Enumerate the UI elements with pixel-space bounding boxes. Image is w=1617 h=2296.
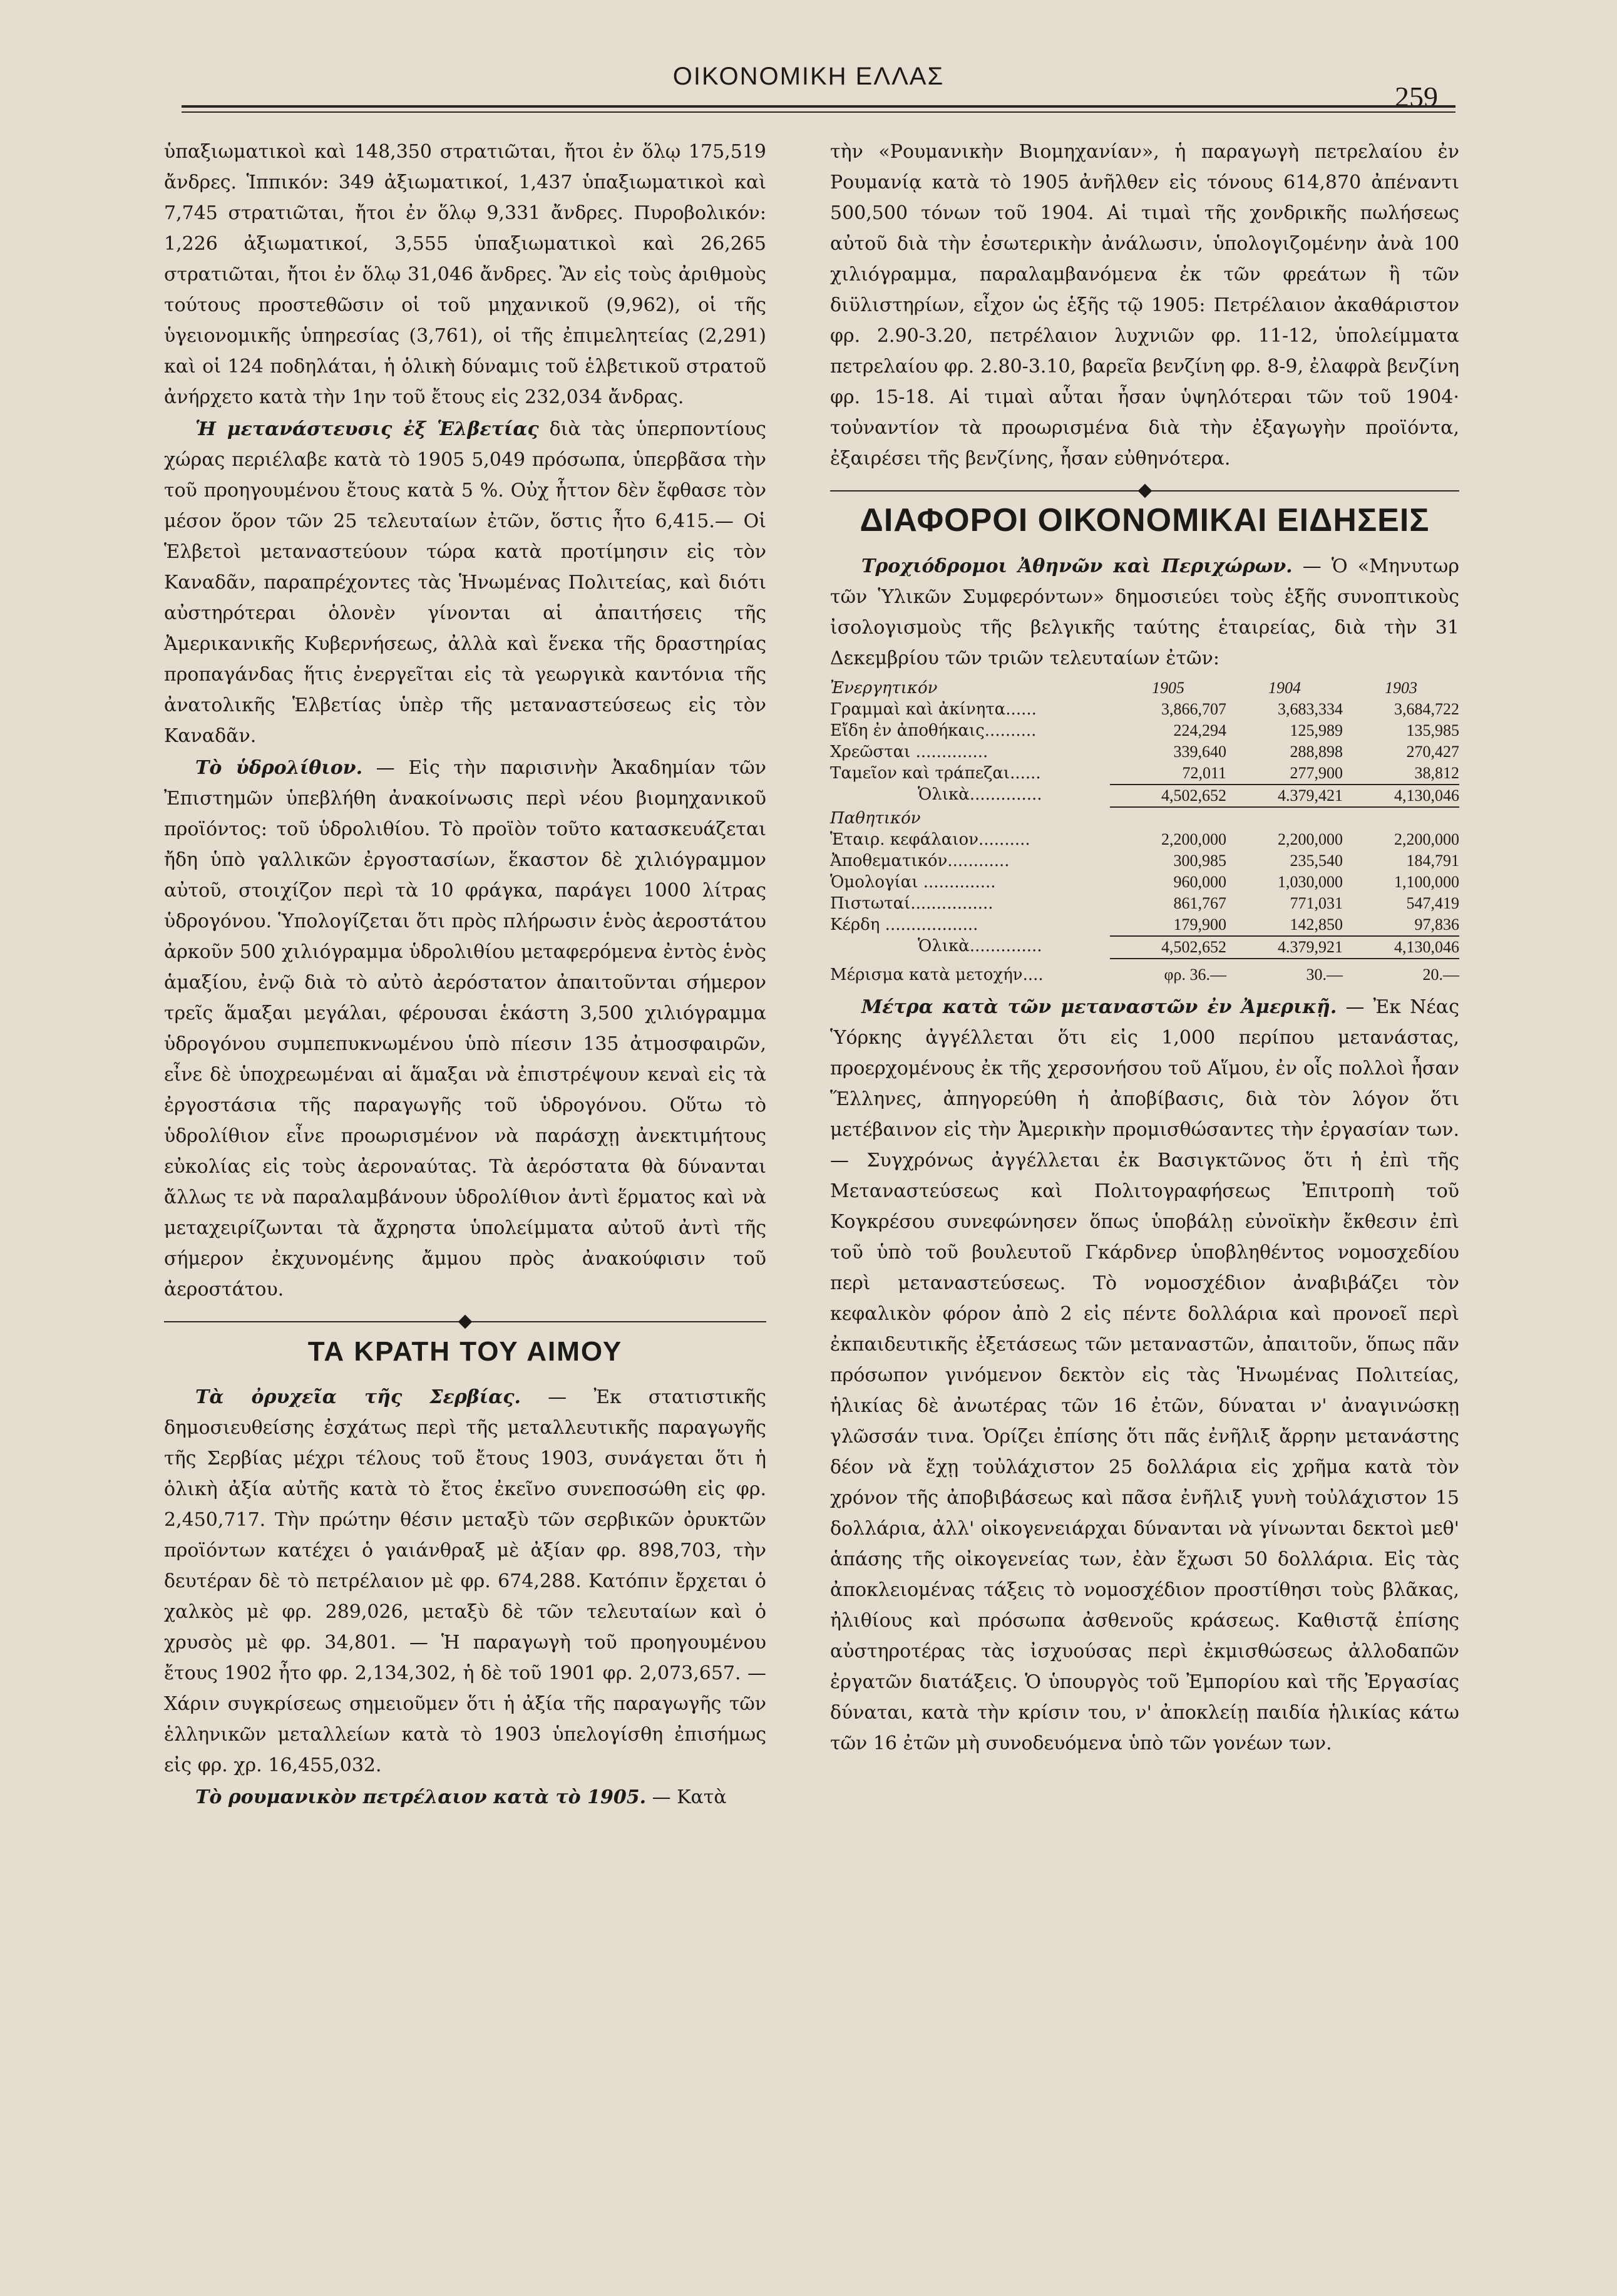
table-row	[830, 741, 1459, 763]
table-row	[830, 893, 1459, 914]
cell-value: 3,683,334	[1278, 700, 1343, 718]
cell-value: 861,767	[1173, 894, 1226, 912]
cell-value: 300,985	[1173, 852, 1226, 870]
paragraph-lead: Τὸ ὑδρολίθιον.	[195, 757, 363, 779]
ornament-diamond	[458, 1315, 473, 1329]
year-header: 1903	[1385, 679, 1417, 697]
paragraph-text: τὴν «Ρουμανικὴν Βιομηχανίαν», ἡ παραγωγὴ πετρελαίου ἐν Ρουμανίᾳ κατὰ τὸ 1905 ἀνῆλθεν εἰς τόνους 614,870 ἀπέναντι 500,500 τόνων τοῦ 1904. Αἱ τιμαὶ τῆς χονδρικῆς πωλήσεως αὐτοῦ διὰ τὴν ἐσωτερικὴν ἀνάλωσιν, ὑπολογιζομένην ἀνὰ 100 χιλιόγραμμα, παραλαμβανόμενα ἐκ τῶν φρεάτων ἢ τῶν διϋλιστηρίων, εἶχον ὡς ἑξῆς τῷ 1905: Πετρέλαιον ἀκαθάριστον φρ. 2.90-3.20, πετρέλαιον λυχνιῶν φρ. 11-12, ὑπολείμματα πετρελαίου φρ. 2.80-3.10, βαρεῖα βενζίνη φρ. 8-9, ἐλαφρὰ βενζίνη φρ. 15-18. Αἱ τιμαὶ αὗται ἦσαν ὑψηλότεραι τῶν τοῦ 1904· τοὐναντίον τὰ προωρισμένα διὰ τὴν ἐξαγωγὴν προϊόντα, ἐξαιρέσει τῆς βενζίνης, ἦσαν εὐθηνότερα.	[830, 141, 1459, 470]
cell-value: 2,200,000	[1161, 830, 1226, 848]
paragraph-text: — Ἐκ στατιστικῆς δημοσιευθείσης ἐσχάτως περὶ τῆς μεταλλευτικῆς παραγωγῆς τῆς Σερβίας μέχρι τέλους τοῦ ἔτους 1903, συνάγεται ὅτι ἡ ὁλικὴ ἀξία αὐτῆς κατὰ τὸ ἔτος ἐκεῖνο συνεποσώθη εἰς φρ. 2,450,717. Τὴν πρώτην θέσιν μεταξὺ τῶν σερβικῶν ὀρυκτῶν προϊόντων κατέχει ὁ γαιάνθραξ μὲ ἀξίαν φρ. 898,703, τὴν δευτέραν δὲ τὸ πετρέλαιον μὲ φρ. 674,288. Κατόπιν ἔρχεται ὁ χαλκὸς μὲ φρ. 289,026, μεταξὺ δὲ τῶν τελευταίων καὶ ὁ χρυσὸς μὲ φρ. 34,801. — Ἡ παραγωγὴ τοῦ προηγουμένου ἔτους 1902 ἦτο φρ. 2,134,302, ἡ δὲ τοῦ 1901 φρ. 2,073,657. — Χάριν συγκρίσεως σημειοῦμεν ὅτι ἡ ἀξία τῆς παραγωγῆς τῶν ἑλληνικῶν μεταλλείων κατὰ τὸ 1903 ὑπελογίσθη ἐπισήμως εἰς φρ. χρ. 16,455,032.	[164, 1386, 766, 1776]
cell-value: 1,100,000	[1394, 873, 1459, 891]
assets-title: Ἐνεργητικόν	[830, 679, 938, 698]
right-column	[830, 136, 1459, 1760]
dividend-row	[830, 964, 1459, 986]
row-label: Ταμεῖον καὶ τράπεζαι......	[830, 764, 1041, 783]
balance-sheet	[830, 677, 1459, 986]
paragraph-text: διὰ τὰς ὑπερποντίους χώρας περιέλαβε κατὰ τὸ 1905 5,049 πρόσωπα, ὑπερβᾶσα τὴν τοῦ προηγουμένου ἔτους κατὰ 5 %. Οὐχ ἧττον δὲν ἔφθασε τὸν μέσον ὅρον τῶν 25 τελευταίων ἐτῶν, ὅστις ἦτο 6,415.— Οἱ Ἑλβετοὶ μεταναστεύουν τώρα κατὰ προτίμησιν εἰς τὸν Καναδᾶν, παραπρέχοντες τὰς Ἡνωμένας Πολιτείας, καὶ διότι αὐστηρότεραι ὁλονὲν γίνονται αἱ ἀπαιτήσεις τῆς Ἀμερικανικῆς Κυβερνήσεως, ἀλλὰ καὶ ἕνεκα τῆς δραστηρίας προπαγάνδας ἥτις ἐνεργεῖται εἰς τὰ γεωργικὰ καντόνια τῆς ἀνατολικῆς Ἑλβετίας ὑπὲρ τῆς μεταναστεύσεως εἰς τὸν Καναδᾶν.	[164, 418, 766, 747]
table-row	[830, 699, 1459, 720]
left-column	[164, 136, 766, 1814]
row-label: Ὁλικὰ..............	[918, 937, 1042, 955]
cell-value: 142,850	[1290, 915, 1343, 934]
cell-value: 20.—	[1422, 965, 1459, 984]
year-header: 1904	[1268, 679, 1301, 697]
paragraph-text: — Ὁ «Μηνυτωρ τῶν Ὑλικῶν Συμφερόντων» δημοσιεύει τοὺς ἑξῆς συνοπτικοὺς ἰσολογισμοὺς τῆς βελγικῆς ταύτης ἑταιρείας, διὰ τὴν 31 Δεκεμβρίου τῶν τριῶν τελευταίων ἐτῶν:	[830, 555, 1459, 669]
row-label: Ὁμολογίαι ..............	[830, 873, 996, 892]
cell-value: 38,812	[1414, 764, 1459, 782]
cell-value: 72,011	[1182, 764, 1226, 782]
cell-value: 1,030,000	[1278, 873, 1343, 891]
paragraph-lead: Τροχιόδρομοι Ἀθηνῶν καὶ Περιχώρων.	[861, 555, 1293, 577]
row-label: Ὁλικὰ..............	[918, 785, 1042, 804]
cell-value: 30.—	[1306, 965, 1343, 984]
liabilities-title: Παθητικόν	[830, 809, 921, 828]
year-header: 1905	[1152, 679, 1184, 697]
total-row	[830, 935, 1459, 959]
page-number: 259	[1395, 81, 1438, 113]
section-title-text: ΔΙΑΦΟΡΟΙ ΟΙΚΟΝΟΜΙΚΑΙ ΕΙΔΗΣΕΙΣ	[860, 502, 1430, 538]
table-row	[830, 872, 1459, 893]
cell-value: φρ. 36.—	[1164, 965, 1226, 984]
cell-value: 771,031	[1290, 894, 1343, 912]
cell-value: 3,866,707	[1161, 700, 1226, 718]
cell-value: 4.379,421	[1226, 784, 1343, 808]
cell-value: 960,000	[1173, 873, 1226, 891]
paragraph-lead: Τὰ ὀρυχεῖα τῆς Σερβίας.	[195, 1386, 521, 1408]
paragraph	[830, 992, 1459, 1759]
paragraph-lead: Τὸ ρουμανικὸν πετρέλαιον κατὰ τὸ 1905.	[195, 1786, 647, 1808]
spacer	[830, 959, 1459, 964]
paragraph	[164, 1782, 766, 1813]
row-label: Κέρδη ..................	[830, 915, 978, 934]
cell-value: 4.379,921	[1226, 935, 1343, 959]
total-row	[830, 784, 1459, 808]
table-row	[830, 914, 1459, 935]
cell-value: 4,130,046	[1343, 935, 1459, 959]
cell-value: 135,985	[1406, 721, 1459, 739]
cell-value: 339,640	[1173, 743, 1226, 761]
running-title: ΟΙΚΟΝΟΜΙΚΗ ΕΛΛΑΣ	[672, 63, 945, 90]
cell-value: 224,294	[1173, 721, 1226, 739]
paragraph-text: — Ἐκ Νέας Ὑόρκης ἀγγέλλεται ὅτι εἰς 1,000 περίπου μετανάστας, προερχομένους ἐκ τῆς χερσονήσου τοῦ Αἵμου, ἐν οἷς πολλοὶ ἦσαν Ἕλληνες, ἀπηγορεύθη ἡ ἀποβίβασις, διὰ τὸν λόγον ὅτι μετέβαινον εἰς τὴν Ἀμερικὴν προμισθώσαντες τὴν ἐργασίαν των. — Συγχρόνως ἀγγέλλεται ἐκ Βασιγκτῶνος ὅτι ἡ ἐπὶ τῆς Μεταναστεύσεως καὶ Πολιτογραφήσεως Ἐπιτροπὴ τοῦ Κογκρέσου συνεφώνησεν ὅπως ὑποβάλῃ εὐνοϊκὴν ἔκθεσιν ἐπὶ τοῦ ὑπὸ τοῦ βουλευτοῦ Γκάρδνερ ὑποβληθέντος νομοσχεδίου περὶ μεταναστεύσεως. Τὸ νομοσχέδιον ἀναβιβάζει τὸν κεφαλικὸν φόρον ἀπὸ 2 εἰς πέντε δολλάρια καὶ προνοεῖ περὶ ἐκπαιδευτικῆς ἐξετάσεως τῶν μεταναστῶν, ἀπαιτοῦν, ὅπως πᾶν πρόσωπον γινόμενον δεκτὸν εἰς τὰς Ἡνωμένας Πολιτείας, ἡλικίας δὲ ἀνωτέρας τῶν 16 ἐτῶν, δύναται ν' ἀναγινώσκῃ γλῶσσάν τινα. Ὁρίζει ἐπίσης ὅτι πᾶς ἐνῆλιξ ἄρρην μετανάστης δέον νὰ ἔχῃ τοὐλάχιστον 25 δολλάρια εἰς χρῆμα κατὰ τὸν χρόνον τῆς ἀποβιβάσεως καὶ πᾶσα ἐνῆλιξ γυνὴ τοὐλάχιστον 15 δολλάρια, ἀλλ' οἰκογενειάρχαι δύνανται νὰ γίνωνται δεκτοὶ μεθ' ἁπάσης τῆς οἰκογενείας των, ἐὰν ἔχωσι 50 δολλάρια. Εἰς τὰς ἀποκλειομένας τάξεις τὸ νομοσχέδιον προστίθησι τοὺς βλᾶκας, ἠλιθίους καὶ πρόσωπα ἀσθενοῦς κράσεως. Καθιστᾷ ἐπίσης αὐστηροτέρας τὰς ἰσχυούσας περὶ ἐκμισθώσεως ἀλλοδαπῶν ἐργατῶν διατάξεις. Ὁ ὑπουργὸς τοῦ Ἐμπορίου καὶ τῆς Ἐργασίας δύναται, κατὰ τὴν κρίσιν του, ν' ἀποκλείῃ παιδία ἡλικίας κάτω τῶν 16 ἐτῶν μὴ συνοδευόμενα ὑπὸ τῶν γονέων των.	[830, 996, 1459, 1754]
cell-value: 4,130,046	[1343, 784, 1459, 808]
cell-value: 277,900	[1290, 764, 1343, 782]
row-label: Γραμμαὶ καὶ ἀκίνητα......	[830, 700, 1037, 719]
paragraph-text: — Κατὰ	[646, 1786, 727, 1808]
table-row	[830, 720, 1459, 741]
section-title	[164, 1321, 766, 1367]
paragraph-text: — Εἰς τὴν παρισινὴν Ἀκαδημίαν τῶν Ἐπιστημῶν ὑπεβλήθη ἀνακοίνωσις περὶ νέου βιομηχανικοῦ προϊόντος: τοῦ ὑδρολιθίου. Τὸ προϊὸν τοῦτο κατασκευάζεται ἤδη ὑπὸ γαλλικῶν ἐργοστασίων, ἕκαστον δὲ χιλιόγραμμον αὐτοῦ, στοιχίζον περὶ τὰ 10 φράγκα, παράγει 1000 λίτρας ὑδρογόνου. Ὑπολογίζεται ὅτι πρὸς πλήρωσιν ἑνὸς ἀεροστάτου ἀρκοῦν 500 χιλιόγραμμα ὑδρολιθίου μεταφερόμενα ἐντὸς ἑνὸς ἁμαξίου, ἐνῷ διὰ τὸ αὐτὸ ἀερόστατον ἀπαιτοῦνται σήμερον τρεῖς ἅμαξαι μεγάλαι, φέρουσαι ἑκάστη 3,500 χιλιόγραμμα ὑδρογόνου συμπεπυκνωμένου ὑπὸ πίεσιν 135 ἀτμοσφαιρῶν, εἶνε δὲ ὑποχρεωμέναι αἱ ἅμαξαι νὰ ἐπιστρέψουν κεναὶ εἰς τὰ ἐργοστάσια τῆς παραγωγῆς τοῦ ὑδρογόνου. Οὕτω τὸ ὑδρολίθιον εἶνε προωρισμένον νὰ παράσχῃ ἀνεκτιμήτους εὐκολίας εἰς τοὺς ἀεροναύτας. Τὰ ἀερόστατα θὰ δύνανται ἄλλως τε νὰ παραλαμβάνουν ὑδρολίθιον ἀντὶ ἕρματος καὶ νὰ μεταχειρίζωνται τὰ ἄχρηστα ὑπολείμματα αὐτοῦ ἀντὶ τῆς σήμερον ἐκχυνομένης ἄμμου πρὸς ἀνακούφισιν τοῦ ἀεροστάτου.	[164, 757, 766, 1300]
header-rule	[182, 105, 1455, 113]
table-row	[830, 829, 1459, 850]
cell-value: 2,200,000	[1278, 830, 1343, 848]
balance-header-row	[830, 677, 1459, 699]
row-label: Ἑταιρ. κεφάλαιον..........	[830, 830, 1030, 849]
cell-value: 270,427	[1406, 743, 1459, 761]
paragraph-text: ὑπαξιωματικοὶ καὶ 148,350 στρατιῶται, ἤτοι ἐν ὅλῳ 175,519 ἄνδρες. Ἱππικόν: 349 ἀξιωματικοί, 1,437 ὑπαξιωματικοὶ καὶ 7,745 στρατιῶται, ἤτοι ἐν ὅλῳ 9,331 ἄνδρες. Πυροβολικόν: 1,226 ἀξιωματικοί, 3,555 ὑπαξιωματικοὶ καὶ 26,265 στρατιῶται, ἤτοι ἐν ὅλῳ 31,046 ἄνδρες. Ἂν εἰς τοὺς ἀριθμοὺς τούτους προστεθῶσιν οἱ τοῦ μηχανικοῦ (9,962), οἱ τῆς ὑγειονομικῆς ὑπηρεσίας (3,761), οἱ τῆς ἐπιμελητείας (2,291) καὶ οἱ 124 ποδηλάται, ἡ ὁλικὴ δύναμις τοῦ ἑλβετικοῦ στρατοῦ ἀνήρχετο κατὰ τὴν 1ην τοῦ ἔτους εἰς 232,034 ἄνδρας.	[164, 141, 766, 408]
paragraph	[164, 753, 766, 1305]
cell-value: 3,684,722	[1394, 700, 1459, 718]
row-label: Μέρισμα κατὰ μετοχήν....	[830, 965, 1044, 984]
table-row	[830, 763, 1459, 784]
row-label: Εἴδη ἐν ἀποθήκαις..........	[830, 721, 1037, 740]
paragraph	[164, 136, 766, 413]
cell-value: 4,502,652	[1110, 935, 1226, 959]
section-title-text: ΤΑ ΚΡΑΤΗ ΤΟΥ ΑΙΜΟΥ	[307, 1336, 623, 1367]
section-title	[830, 490, 1459, 536]
row-label: Χρεῶσται ..............	[830, 743, 988, 761]
ornament-diamond	[1137, 484, 1152, 498]
cell-value: 288,898	[1290, 743, 1343, 761]
row-label: Πιστωταί................	[830, 894, 993, 913]
paragraph-lead: Μέτρα κατὰ τῶν μεταναστῶν ἐν Ἀμερικῇ.	[861, 996, 1337, 1018]
cell-value: 184,791	[1406, 852, 1459, 870]
cell-value: 235,540	[1290, 852, 1343, 870]
cell-value: 547,419	[1406, 894, 1459, 912]
paragraph	[164, 1382, 766, 1781]
liabilities-header-row	[830, 808, 1459, 829]
paragraph	[830, 136, 1459, 474]
cell-value: 125,989	[1290, 721, 1343, 739]
paragraph-lead: Ἡ μετανάστευσις ἐξ Ἑλβετίας	[195, 418, 539, 440]
paragraph	[830, 551, 1459, 674]
cell-value: 2,200,000	[1394, 830, 1459, 848]
paragraph	[164, 414, 766, 751]
cell-value: 97,836	[1414, 915, 1459, 934]
table-row	[830, 850, 1459, 872]
row-label: Ἀποθεματικόν............	[830, 852, 1010, 870]
cell-value: 179,900	[1173, 915, 1226, 934]
cell-value: 4,502,652	[1110, 784, 1226, 808]
